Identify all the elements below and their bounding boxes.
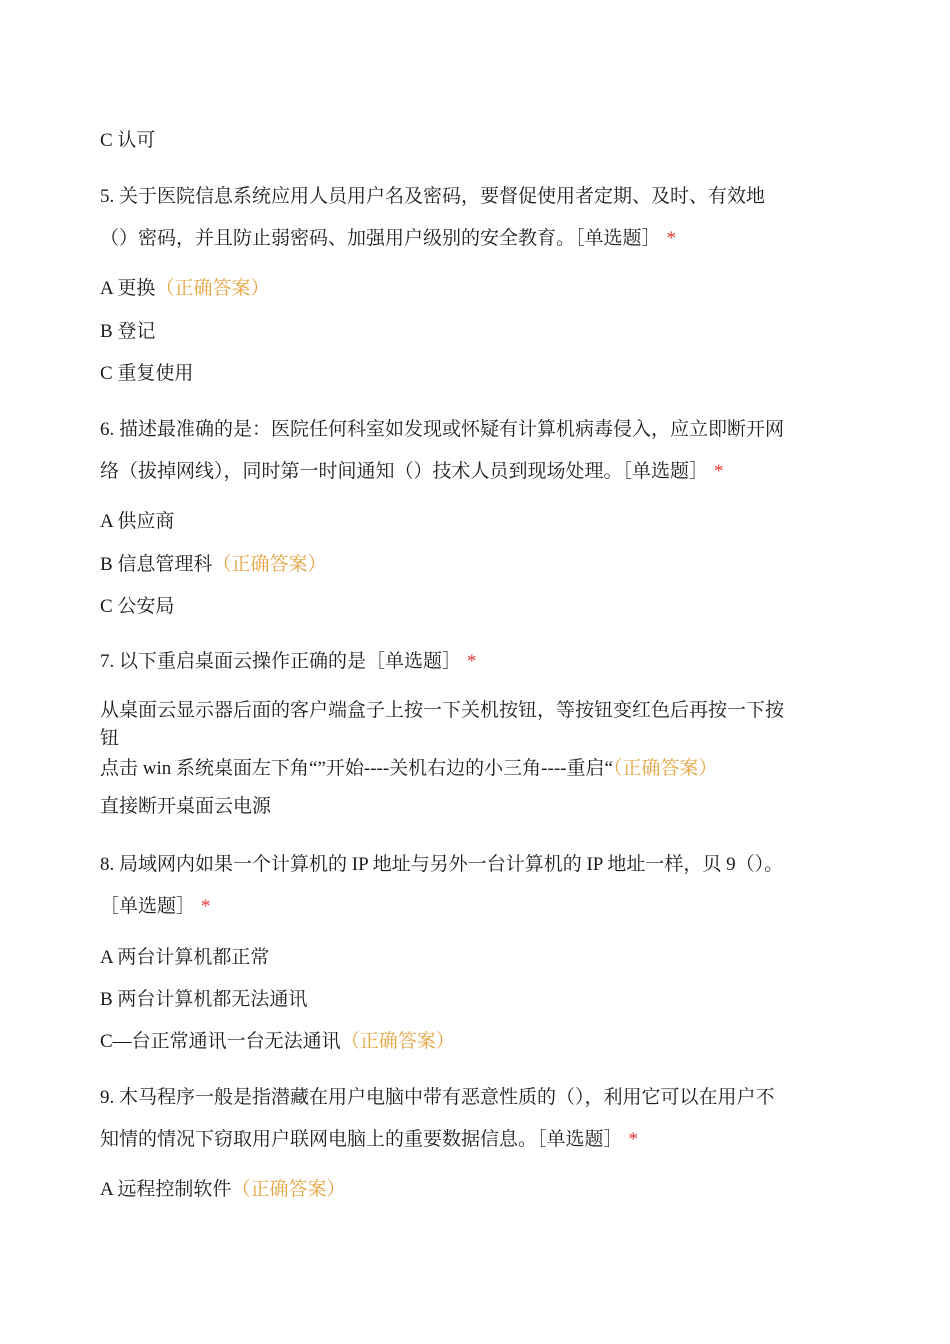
- question-5-option-b[interactable]: B 登记: [100, 321, 156, 342]
- question-6-option-b[interactable]: B 信息管理科（正确答案）: [100, 554, 327, 575]
- question-5-text-line-2: （）密码，并且防止弱密码、加强用户级别的安全教育。［单选题］ *: [100, 228, 677, 249]
- question-5-option-c[interactable]: C 重复使用: [100, 363, 194, 384]
- question-7-option-2[interactable]: 点击 win 系统桌面左下角“”开始----关机右边的小三角----重启“（正确答案）: [100, 758, 718, 779]
- question-7-text-line-1: 7. 以下重启桌面云操作正确的是［单选题］ *: [100, 651, 477, 672]
- required-marker: *: [467, 651, 477, 672]
- question-6-option-a[interactable]: A 供应商: [100, 511, 175, 532]
- question-9-option-a[interactable]: A 远程控制软件（正确答案）: [100, 1179, 346, 1200]
- correct-answer-label: （正确答案）: [231, 1179, 346, 1200]
- question-8-option-b[interactable]: B 两台计算机都无法通讯: [100, 989, 308, 1010]
- required-marker: *: [628, 1129, 639, 1150]
- question-6-text-line-1: 6. 描述最准确的是：医院任何科室如发现或怀疑有计算机病毒侵入，应立即断开网: [100, 419, 785, 440]
- question-6-text-line-2: 络（拔掉网线），同时第一时间通知（）技术人员到现场处理。［单选题］ *: [100, 461, 724, 482]
- correct-answer-label: （正确答案）: [155, 278, 270, 299]
- question-8-option-c[interactable]: C—台正常通讯一台无法通讯（正确答案）: [100, 1031, 455, 1052]
- question-5-text-line-1: 5. 关于医院信息系统应用人员用户名及密码，要督促使用者定期、及时、有效地: [100, 186, 766, 207]
- question-8-text-line-2: ［单选题］ *: [100, 896, 211, 917]
- question-6-option-c[interactable]: C 公安局: [100, 596, 175, 617]
- required-marker: *: [201, 896, 211, 917]
- question-9-text-line-1: 9. 木马程序一般是指潜藏在用户电脑中带有恶意性质的（），利用它可以在用户不: [100, 1087, 775, 1108]
- question-8-option-a[interactable]: A 两台计算机都正常: [100, 947, 270, 968]
- correct-answer-label: （正确答案）: [340, 1031, 455, 1052]
- question-5-option-a[interactable]: A 更换（正确答案）: [100, 278, 270, 299]
- option-c-previous: C 认可: [100, 130, 156, 151]
- question-9-text-line-2: 知情的情况下窃取用户联网电脑上的重要数据信息。［单选题］ *: [100, 1129, 639, 1150]
- correct-answer-label: （正确答案）: [212, 554, 327, 575]
- question-7-option-1-continuation[interactable]: 钮: [100, 728, 120, 749]
- question-8-text-line-1: 8. 局域网内如果一个计算机的 IP 地址与另外一台计算机的 IP 地址一样，贝 9（）。: [100, 854, 784, 875]
- required-marker: *: [714, 461, 724, 482]
- question-7-option-1[interactable]: 从桌面云显示器后面的客户端盒子上按一下关机按钮，等按钮变红色后再按一下按: [100, 700, 785, 721]
- question-7-option-3[interactable]: 直接断开桌面云电源: [100, 796, 272, 817]
- required-marker: *: [666, 228, 677, 249]
- correct-answer-label: （正确答案）: [612, 758, 718, 779]
